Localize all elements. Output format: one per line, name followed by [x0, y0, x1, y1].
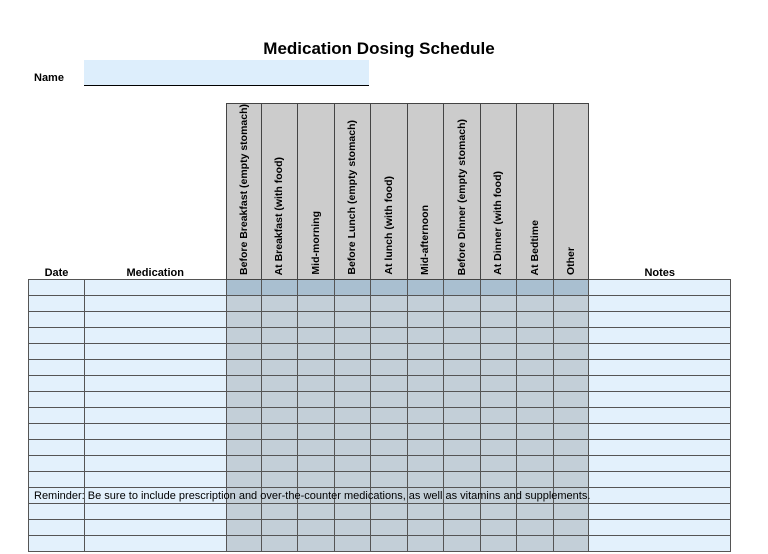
table-row — [29, 311, 731, 327]
dose-cell[interactable] — [371, 327, 408, 343]
time-header — [517, 104, 554, 280]
dose-cell[interactable] — [298, 423, 335, 439]
notes-cell[interactable] — [589, 343, 731, 359]
time-header-label: Mid-morning — [309, 211, 322, 275]
medication-cell[interactable] — [85, 471, 227, 487]
dose-cell[interactable] — [444, 391, 481, 407]
medication-cell[interactable] — [85, 423, 227, 439]
notes-cell[interactable] — [589, 311, 731, 327]
dose-cell[interactable] — [481, 407, 517, 423]
dose-cell[interactable] — [227, 311, 262, 327]
dose-cell[interactable] — [444, 535, 481, 551]
dose-cell[interactable] — [335, 407, 371, 423]
dose-cell[interactable] — [227, 519, 262, 535]
dose-cell[interactable] — [481, 439, 517, 455]
table-row — [29, 423, 731, 439]
medication-cell[interactable] — [85, 327, 227, 343]
date-cell[interactable] — [29, 359, 85, 375]
notes-cell[interactable] — [589, 391, 731, 407]
dose-cell[interactable] — [371, 471, 408, 487]
date-cell[interactable] — [29, 311, 85, 327]
time-header-label: At lunch (with food) — [382, 176, 395, 275]
table-row — [29, 471, 731, 487]
notes-header: Notes — [644, 266, 676, 279]
dose-cell[interactable] — [444, 471, 481, 487]
dose-cell[interactable] — [408, 519, 444, 535]
table-row — [29, 519, 731, 535]
time-header-label: Mid-afternoon — [419, 204, 431, 275]
time-header-label: Before Breakfast (empty stomach) — [237, 104, 250, 275]
dose-cell[interactable] — [298, 471, 335, 487]
dose-cell[interactable] — [262, 343, 298, 359]
dose-cell[interactable] — [298, 359, 335, 375]
dose-cell[interactable] — [298, 439, 335, 455]
dose-cell[interactable] — [298, 455, 335, 471]
date-header: Date — [44, 266, 69, 279]
dose-cell[interactable] — [481, 471, 517, 487]
dose-cell[interactable] — [227, 279, 262, 295]
dose-cell[interactable] — [408, 295, 444, 311]
dose-cell[interactable] — [371, 535, 408, 551]
dose-cell[interactable] — [408, 535, 444, 551]
dose-cell[interactable] — [335, 503, 371, 519]
notes-cell[interactable] — [589, 327, 731, 343]
notes-cell[interactable] — [589, 519, 731, 535]
dose-cell[interactable] — [554, 423, 589, 439]
dose-cell[interactable] — [262, 295, 298, 311]
notes-cell[interactable] — [589, 535, 731, 551]
medication-cell[interactable] — [85, 391, 227, 407]
dose-cell[interactable] — [371, 519, 408, 535]
dose-cell[interactable] — [227, 439, 262, 455]
time-header-label: Before Dinner (empty stomach) — [455, 118, 468, 275]
dose-cell[interactable] — [335, 359, 371, 375]
medication-cell[interactable] — [85, 343, 227, 359]
dose-cell[interactable] — [444, 519, 481, 535]
header-row — [29, 104, 731, 280]
time-header-label: Before Lunch (empty stomach) — [346, 120, 358, 275]
dose-cell[interactable] — [517, 455, 554, 471]
dose-cell[interactable] — [517, 327, 554, 343]
dose-cell[interactable] — [262, 503, 298, 519]
notes-cell[interactable] — [589, 295, 731, 311]
table-row — [29, 343, 731, 359]
dose-cell[interactable] — [444, 327, 481, 343]
dose-cell[interactable] — [335, 471, 371, 487]
dose-cell[interactable] — [262, 471, 298, 487]
table-row — [29, 391, 731, 407]
medication-cell[interactable] — [85, 279, 227, 295]
dose-cell[interactable] — [371, 407, 408, 423]
table-row — [29, 455, 731, 471]
medication-cell[interactable] — [85, 503, 227, 519]
dose-cell[interactable] — [298, 327, 335, 343]
medication-cell[interactable] — [85, 311, 227, 327]
dose-cell[interactable] — [554, 295, 589, 311]
dose-cell[interactable] — [371, 439, 408, 455]
dose-cell[interactable] — [298, 311, 335, 327]
dose-cell[interactable] — [298, 535, 335, 551]
time-header — [444, 104, 481, 280]
dose-cell[interactable] — [262, 327, 298, 343]
dose-cell[interactable] — [517, 503, 554, 519]
date-cell[interactable] — [29, 295, 85, 311]
dose-cell[interactable] — [481, 423, 517, 439]
table-row — [29, 279, 731, 295]
page-title: Medication Dosing Schedule — [263, 39, 495, 58]
date-cell[interactable] — [29, 279, 85, 295]
dose-cell[interactable] — [408, 391, 444, 407]
dose-cell[interactable] — [227, 455, 262, 471]
dose-cell[interactable] — [262, 407, 298, 423]
date-cell[interactable] — [29, 391, 85, 407]
notes-cell[interactable] — [589, 375, 731, 391]
time-header — [408, 104, 444, 280]
dose-cell[interactable] — [371, 503, 408, 519]
dose-cell[interactable] — [554, 359, 589, 375]
dose-cell[interactable] — [517, 359, 554, 375]
name-label: Name — [34, 72, 64, 84]
dose-cell[interactable] — [444, 359, 481, 375]
dose-cell[interactable] — [335, 327, 371, 343]
dose-cell[interactable] — [262, 423, 298, 439]
dose-cell[interactable] — [444, 407, 481, 423]
dose-cell[interactable] — [262, 279, 298, 295]
time-header — [262, 104, 298, 280]
date-cell[interactable] — [29, 471, 85, 487]
dose-cell[interactable] — [262, 375, 298, 391]
reminder-note: Reminder: Be sure to include prescription and over-the-counter medications, as well as vitamins and supplements. — [34, 490, 591, 502]
notes-cell[interactable] — [589, 407, 731, 423]
dose-cell[interactable] — [408, 503, 444, 519]
name-field[interactable] — [84, 60, 369, 86]
dose-cell[interactable] — [481, 535, 517, 551]
dose-cell[interactable] — [408, 471, 444, 487]
table-row — [29, 535, 731, 551]
dose-cell[interactable] — [371, 375, 408, 391]
dose-cell[interactable] — [335, 279, 371, 295]
dose-cell[interactable] — [444, 311, 481, 327]
dose-cell[interactable] — [517, 391, 554, 407]
medication-cell[interactable] — [85, 407, 227, 423]
table-row — [29, 327, 731, 343]
dose-cell[interactable] — [408, 359, 444, 375]
dose-cell[interactable] — [554, 471, 589, 487]
dose-cell[interactable] — [554, 455, 589, 471]
dose-cell[interactable] — [517, 343, 554, 359]
dose-cell[interactable] — [262, 439, 298, 455]
dose-cell[interactable] — [227, 295, 262, 311]
notes-cell[interactable] — [589, 487, 731, 503]
dose-cell[interactable] — [371, 311, 408, 327]
dose-cell[interactable] — [517, 519, 554, 535]
dose-cell[interactable] — [371, 455, 408, 471]
dose-cell[interactable] — [408, 455, 444, 471]
notes-cell[interactable] — [589, 471, 731, 487]
notes-cell[interactable] — [589, 455, 731, 471]
dose-cell[interactable] — [408, 311, 444, 327]
schedule-body — [29, 279, 731, 551]
dose-cell[interactable] — [554, 375, 589, 391]
notes-cell[interactable] — [589, 503, 731, 519]
dose-cell[interactable] — [517, 311, 554, 327]
date-cell[interactable] — [29, 327, 85, 343]
dose-cell[interactable] — [371, 279, 408, 295]
dose-cell[interactable] — [262, 359, 298, 375]
dose-cell[interactable] — [481, 327, 517, 343]
dose-cell[interactable] — [444, 343, 481, 359]
time-header-label: Other — [564, 246, 577, 275]
dose-cell[interactable] — [481, 391, 517, 407]
dose-cell[interactable] — [227, 423, 262, 439]
dose-cell[interactable] — [371, 359, 408, 375]
time-header — [335, 104, 371, 280]
notes-cell[interactable] — [589, 423, 731, 439]
time-header — [298, 104, 335, 280]
dose-cell[interactable] — [335, 343, 371, 359]
dose-cell[interactable] — [335, 391, 371, 407]
table-row — [29, 439, 731, 455]
date-cell[interactable] — [29, 519, 85, 535]
dose-cell[interactable] — [227, 327, 262, 343]
time-header — [481, 104, 517, 280]
dose-cell[interactable] — [444, 295, 481, 311]
table-row — [29, 503, 731, 519]
dose-cell[interactable] — [408, 439, 444, 455]
dose-cell[interactable] — [262, 391, 298, 407]
table-row — [29, 295, 731, 311]
dose-cell[interactable] — [554, 391, 589, 407]
dose-cell[interactable] — [554, 343, 589, 359]
dose-cell[interactable] — [262, 311, 298, 327]
medication-cell[interactable] — [85, 295, 227, 311]
dose-cell[interactable] — [517, 407, 554, 423]
dose-cell[interactable] — [408, 423, 444, 439]
dose-cell[interactable] — [481, 503, 517, 519]
dose-cell[interactable] — [298, 279, 335, 295]
dose-cell[interactable] — [481, 375, 517, 391]
dose-cell[interactable] — [227, 471, 262, 487]
dose-cell[interactable] — [481, 311, 517, 327]
dose-cell[interactable] — [335, 439, 371, 455]
date-cell[interactable] — [29, 455, 85, 471]
dose-cell[interactable] — [554, 439, 589, 455]
dose-cell[interactable] — [554, 519, 589, 535]
dose-cell[interactable] — [335, 455, 371, 471]
dose-cell[interactable] — [444, 439, 481, 455]
dose-cell[interactable] — [481, 359, 517, 375]
dose-cell[interactable] — [262, 455, 298, 471]
dose-cell[interactable] — [408, 407, 444, 423]
dose-cell[interactable] — [517, 295, 554, 311]
dose-cell[interactable] — [262, 535, 298, 551]
dose-cell[interactable] — [371, 423, 408, 439]
table-row — [29, 359, 731, 375]
dose-cell[interactable] — [554, 503, 589, 519]
dose-cell[interactable] — [554, 311, 589, 327]
dose-cell[interactable] — [517, 439, 554, 455]
dose-cell[interactable] — [517, 423, 554, 439]
date-cell[interactable] — [29, 407, 85, 423]
dose-cell[interactable] — [481, 455, 517, 471]
dose-cell[interactable] — [335, 535, 371, 551]
dose-cell[interactable] — [298, 295, 335, 311]
dose-cell[interactable] — [444, 375, 481, 391]
date-cell[interactable] — [29, 423, 85, 439]
time-header-label: At Bedtime — [528, 219, 541, 275]
dose-cell[interactable] — [554, 327, 589, 343]
dose-cell[interactable] — [227, 503, 262, 519]
dose-cell[interactable] — [335, 375, 371, 391]
medication-cell[interactable] — [85, 455, 227, 471]
dose-cell[interactable] — [481, 519, 517, 535]
table-row — [29, 375, 731, 391]
dose-cell[interactable] — [335, 423, 371, 439]
dose-cell[interactable] — [408, 279, 444, 295]
medication-cell[interactable] — [85, 359, 227, 375]
medication-cell[interactable] — [85, 519, 227, 535]
dose-cell[interactable] — [227, 375, 262, 391]
dose-cell[interactable] — [371, 343, 408, 359]
date-cell[interactable] — [29, 439, 85, 455]
dose-cell[interactable] — [262, 519, 298, 535]
notes-cell[interactable] — [589, 359, 731, 375]
dose-cell[interactable] — [227, 359, 262, 375]
dose-cell[interactable] — [481, 279, 517, 295]
medication-cell[interactable] — [85, 439, 227, 455]
medication-cell[interactable] — [85, 535, 227, 551]
dose-cell[interactable] — [227, 535, 262, 551]
dose-cell[interactable] — [227, 391, 262, 407]
dose-cell[interactable] — [554, 407, 589, 423]
time-header-label: At Breakfast (with food) — [273, 156, 285, 275]
dose-cell[interactable] — [298, 375, 335, 391]
dose-cell[interactable] — [298, 391, 335, 407]
dose-cell[interactable] — [517, 375, 554, 391]
time-header — [371, 104, 408, 280]
schedule-table — [28, 103, 731, 552]
dose-cell[interactable] — [517, 471, 554, 487]
dose-cell[interactable] — [408, 375, 444, 391]
dose-cell[interactable] — [554, 535, 589, 551]
dose-cell[interactable] — [371, 391, 408, 407]
dose-cell[interactable] — [298, 519, 335, 535]
dose-cell[interactable] — [335, 295, 371, 311]
dose-cell[interactable] — [554, 279, 589, 295]
table-row — [29, 407, 731, 423]
date-cell[interactable] — [29, 535, 85, 551]
date-cell[interactable] — [29, 343, 85, 359]
date-cell[interactable] — [29, 503, 85, 519]
dose-cell[interactable] — [444, 503, 481, 519]
dose-cell[interactable] — [371, 295, 408, 311]
dose-cell[interactable] — [298, 503, 335, 519]
dose-cell[interactable] — [517, 279, 554, 295]
medication-cell[interactable] — [85, 375, 227, 391]
medication-header: Medication — [126, 266, 184, 279]
dose-cell[interactable] — [227, 343, 262, 359]
dose-cell[interactable] — [444, 455, 481, 471]
dose-cell[interactable] — [481, 295, 517, 311]
dose-cell[interactable] — [335, 519, 371, 535]
dose-cell[interactable] — [408, 343, 444, 359]
time-header — [554, 104, 589, 280]
dose-cell[interactable] — [298, 407, 335, 423]
date-cell[interactable] — [29, 375, 85, 391]
dose-cell[interactable] — [481, 343, 517, 359]
notes-cell[interactable] — [589, 439, 731, 455]
dose-cell[interactable] — [227, 407, 262, 423]
dose-cell[interactable] — [444, 423, 481, 439]
time-header-label: At Dinner (with food) — [492, 171, 504, 275]
dose-cell[interactable] — [298, 343, 335, 359]
dose-cell[interactable] — [408, 327, 444, 343]
dose-cell[interactable] — [444, 279, 481, 295]
notes-cell[interactable] — [589, 279, 731, 295]
dose-cell[interactable] — [517, 535, 554, 551]
dose-cell[interactable] — [335, 311, 371, 327]
time-header — [227, 104, 262, 280]
